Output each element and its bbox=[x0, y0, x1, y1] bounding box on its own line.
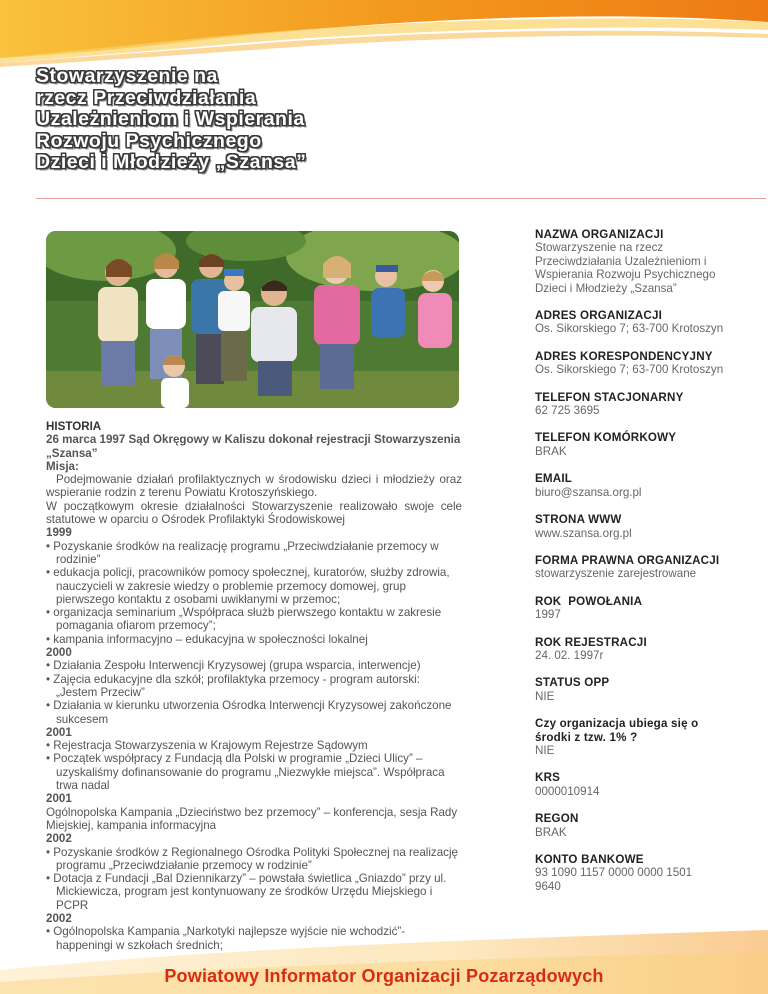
info-value: 93 1090 1157 0000 0000 1501 9640 bbox=[535, 866, 693, 893]
title-line: rzecz Przeciwdziałania bbox=[36, 86, 257, 109]
info-item-bank-account bbox=[535, 853, 735, 893]
info-label: STATUS OPP bbox=[535, 676, 610, 690]
info-label: Czy organizacja ubiega się o środki z tzw. 1% ? bbox=[535, 717, 699, 744]
info-item-address bbox=[535, 309, 735, 336]
title-line: Rozwoju Psychicznego bbox=[36, 129, 262, 152]
history-item: • Zajęcia edukacyjne dla szkół; profilaktyka przemocy - program autorski: „Jestem Przeciw” bbox=[46, 672, 420, 699]
info-label: ROK REJESTRACJI bbox=[535, 635, 647, 649]
history-item: • edukacja policji, pracowników pomocy społecznej, kuratorów, służby zdrowia, nauczycieli w zakresie wiedzy o problemie przemocy domowej, grup pierwszego kontaktu z osobami uwikłanymi w przemoc; bbox=[46, 566, 450, 606]
history-section bbox=[46, 420, 462, 952]
info-item-legal-form bbox=[535, 554, 735, 581]
title-line: Stowarzyszenie na bbox=[36, 65, 218, 87]
info-value: biuro@szansa.org.pl bbox=[535, 485, 642, 499]
history-item: • Początek współpracy z Fundacją dla Polski w programie „Dzieci Ulicy” – uzyskaliśmy dofinansowanie do programu „Niezwykłe miejsca”. Współpraca trwa nadal bbox=[46, 752, 445, 793]
info-value: NIE bbox=[535, 689, 555, 703]
divider bbox=[36, 198, 766, 199]
history-item: • organizacja seminarium „Współpraca służb pierwszego kontaktu w zakresie pomagania ofiarom przemocy”; bbox=[46, 606, 442, 633]
year-heading: 2002 bbox=[46, 911, 72, 925]
mission-text: Podejmowanie działań profilaktycznych w środowisku dzieci i młodzieży oraz wspieranie rodzin z terenu Powiatu Krotoszyńskiego. bbox=[46, 473, 462, 500]
year-heading: 2001 bbox=[46, 725, 72, 739]
organization-info-panel bbox=[535, 228, 735, 907]
history-item: • Rejestracja Stowarzyszenia w Krajowym Rejestrze Sądowym bbox=[46, 739, 368, 753]
info-item-registration-year bbox=[535, 636, 735, 663]
history-item: • Działania w kierunku utworzenia Ośrodka Interwencji Kryzysowej zakończone sukcesem bbox=[46, 699, 452, 726]
info-label: ADRES KORESPONDENCYJNY bbox=[535, 349, 713, 363]
year-heading: 1999 bbox=[46, 526, 72, 540]
year-heading: 2002 bbox=[46, 832, 72, 846]
info-label: TELEFON STACJONARNY bbox=[535, 390, 684, 404]
info-label: KONTO BANKOWE bbox=[535, 853, 644, 866]
footer-title: Powiatowy Informator Organizacji Pozarządowych bbox=[164, 966, 604, 986]
history-item: • Działania Zespołu Interwencji Kryzysowej (grupa wsparcia, interwencje) bbox=[46, 659, 421, 673]
history-item: Ogólnopolska Kampania „Dzieciństwo bez przemocy” – konferencja, sesja Rady Miejskiej, kampania informacyjna bbox=[46, 805, 458, 832]
year-heading: 2000 bbox=[46, 646, 72, 660]
info-label: STRONA WWW bbox=[535, 513, 622, 527]
info-item-opp-status bbox=[535, 676, 735, 703]
year-heading: 2001 bbox=[46, 792, 72, 806]
info-item-email bbox=[535, 472, 735, 499]
info-value: 24. 02. 1997r bbox=[535, 648, 604, 662]
info-value: Os. Sikorskiego 7; 63-700 Krotoszyn bbox=[535, 363, 724, 377]
info-value: BRAK bbox=[535, 825, 567, 839]
header-wave-decoration bbox=[0, 0, 768, 70]
info-value: 1997 bbox=[535, 608, 561, 622]
info-label: REGON bbox=[535, 812, 579, 826]
info-value: NIE bbox=[535, 743, 555, 757]
info-label: KRS bbox=[535, 771, 561, 785]
organization-title bbox=[36, 66, 396, 174]
history-heading: HISTORIA bbox=[46, 420, 102, 433]
info-value: www.szansa.org.pl bbox=[535, 526, 632, 540]
info-value: stowarzyszenie zarejestrowane bbox=[535, 567, 697, 581]
info-label: TELEFON KOMÓRKOWY bbox=[535, 431, 677, 445]
info-label: EMAIL bbox=[535, 472, 573, 486]
info-item-website bbox=[535, 513, 735, 540]
registration-text: 26 marca 1997 Sąd Okręgowy w Kaliszu dokonał rejestracji Stowarzyszenia „Szansa” bbox=[46, 433, 461, 460]
group-photo bbox=[46, 231, 459, 408]
title-line: Dzieci i Młodzieży „Szansa” bbox=[36, 151, 307, 173]
history-item: • kampania informacyjno – edukacyjna w społeczności lokalnej bbox=[46, 632, 368, 646]
info-item-founding-year bbox=[535, 595, 735, 622]
info-item-krs bbox=[535, 771, 735, 798]
history-item: • Pozyskanie środków na realizację programu „Przeciwdziałanie przemocy w rodzinie” bbox=[46, 539, 439, 566]
info-value: BRAK bbox=[535, 444, 567, 458]
info-item-one-percent bbox=[535, 717, 735, 757]
info-value: Stowarzyszenie na rzecz Przeciwdziałania Uzależnieniom i Wspierania Rozwoju Psychicznego Dzieci i Młodzieży „Szansa” bbox=[535, 241, 716, 295]
mission-label: Misja: bbox=[46, 459, 79, 473]
title-line: Uzależnieniom i Wspierania bbox=[36, 108, 305, 130]
intro-text: W początkowym okresie działalności Stowarzyszenie realizowało swoje cele statutowe w oparciu o Ośrodek Profilaktyki Środowiskowej bbox=[46, 499, 462, 527]
info-item-mobile bbox=[535, 431, 735, 458]
info-item-name bbox=[535, 228, 735, 295]
info-label: NAZWA ORGANIZACJI bbox=[535, 228, 664, 241]
info-item-correspondence-address bbox=[535, 350, 735, 377]
info-label: ROK POWOŁANIA bbox=[535, 594, 643, 608]
history-item: • Ogólnopolska Kampania „Narkotyki najlepsze wyjście nie wchodzić”- happeningi w szkołach średnich; bbox=[46, 925, 406, 952]
history-item: • Dotacja z Fundacji „Bal Dziennikarzy” – powstała świetlica „Gniazdo” przy ul. Mickiewicza, program jest kontynuowany ze środków Urzędu Miejskiego i PCPR bbox=[46, 872, 447, 912]
history-item: • Pozyskanie środków z Regionalnego Ośrodka Polityki Społecznej na realizację programu „Przeciwdziałanie przemocy w rodzinie” bbox=[46, 845, 458, 872]
info-item-regon bbox=[535, 812, 735, 839]
info-label: ADRES ORGANIZACJI bbox=[535, 309, 663, 323]
info-item-phone bbox=[535, 391, 735, 418]
info-label: FORMA PRAWNA ORGANIZACJI bbox=[535, 553, 720, 567]
info-value: Os. Sikorskiego 7; 63-700 Krotoszyn bbox=[535, 322, 724, 336]
info-value: 0000010914 bbox=[535, 784, 600, 798]
info-value: 62 725 3695 bbox=[535, 404, 600, 418]
